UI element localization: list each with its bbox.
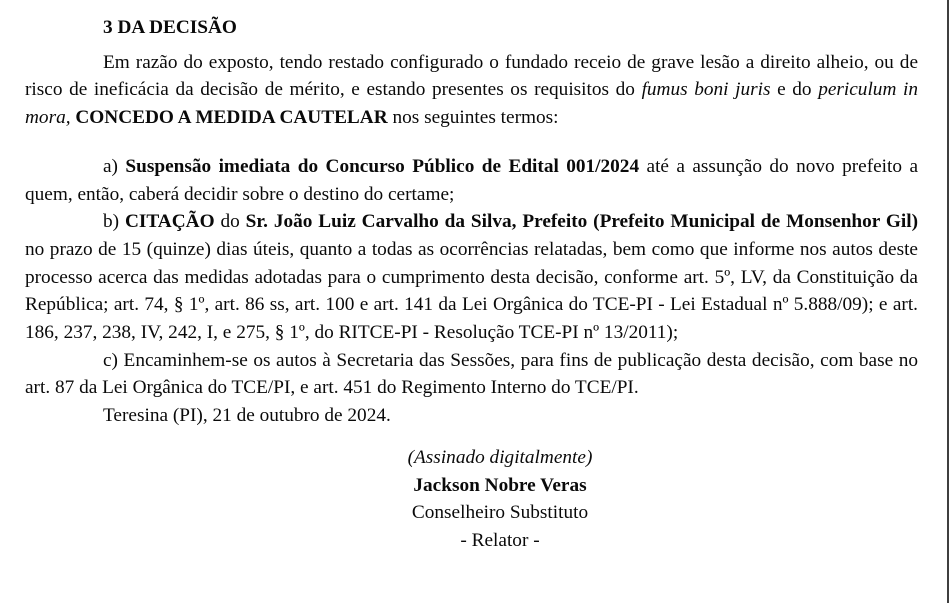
item-a-marker: a) <box>103 155 126 177</box>
intro-text: e do <box>770 79 819 101</box>
intro-text: Em razão do exposto, tendo restado configurado o fundado receio de grave lesão a direito alheio, ou de risco de ineficácia da decisão de mérito, e estando presentes os requisitos do <box>25 51 918 101</box>
intro-paragraph <box>25 49 918 132</box>
grant-measure-emphasis: CONCEDO A MEDIDA CAUTELAR <box>75 107 388 129</box>
digital-signature-note: (Assinado digitalmente) <box>407 446 593 468</box>
signer-name: Jackson Nobre Veras <box>413 474 587 496</box>
latin-term-periculum-in-mora: periculum in mora, <box>25 79 918 129</box>
signer-role: - Relator - <box>460 529 540 551</box>
date-line: Teresina (PI), 21 de outubro de 2024. <box>103 405 391 427</box>
window-edge-line <box>947 0 949 603</box>
item-b-marker: b) <box>103 211 125 233</box>
decision-document <box>25 14 918 555</box>
decision-item-b <box>25 208 918 347</box>
signature-block <box>25 444 918 555</box>
item-c-text: c) Encaminhem-se os autos à Secretaria das Sessões, para fins de publicação desta decisão, com base no art. 87 da Lei Orgânica do TCE/PI, e art. 451 do Regimento Interno do TCE/PI. <box>25 349 918 399</box>
signer-title: Conselheiro Substituto <box>411 502 589 524</box>
item-b-text: no prazo de 15 (quinze) dias úteis, quanto a todas as ocorrências relatadas, bem como que informe nos autos deste processo acerca das medidas adotadas para o cumprimento desta decisão, conforme art. 5º, LV, da Constituição da República; art. 74, § 1º, art. 86 ss, art. 100 e art. 141 da Lei Orgânica do TCE-PI - Lei Estadual nº 5.888/09); e art. 186, 237, 238, IV, 242, I, e 275, § 1º, do RITCE-PI - Resolução TCE-PI nº 13/2011); <box>25 238 918 344</box>
item-b-name-emphasis: Sr. João Luiz Carvalho da Silva, Prefeito (Prefeito Municipal de Monsenhor Gil) <box>245 211 918 233</box>
section-heading: 3 DA DECISÃO <box>103 17 237 38</box>
item-a-text: até a assunção do novo prefeito a quem, então, caberá decidir sobre o destino do certame; <box>25 155 919 205</box>
intro-text: nos seguintes termos: <box>387 107 559 129</box>
item-b-text: do <box>214 211 246 233</box>
item-b-citation-emphasis: CITAÇÃO <box>124 211 215 233</box>
item-a-emphasis: Suspensão imediata do Concurso Público de Edital 001/2024 <box>125 155 640 177</box>
latin-term-fumus-boni-juris: fumus boni juris <box>641 79 771 101</box>
decision-item-a <box>25 153 918 208</box>
decision-item-c <box>25 347 918 402</box>
